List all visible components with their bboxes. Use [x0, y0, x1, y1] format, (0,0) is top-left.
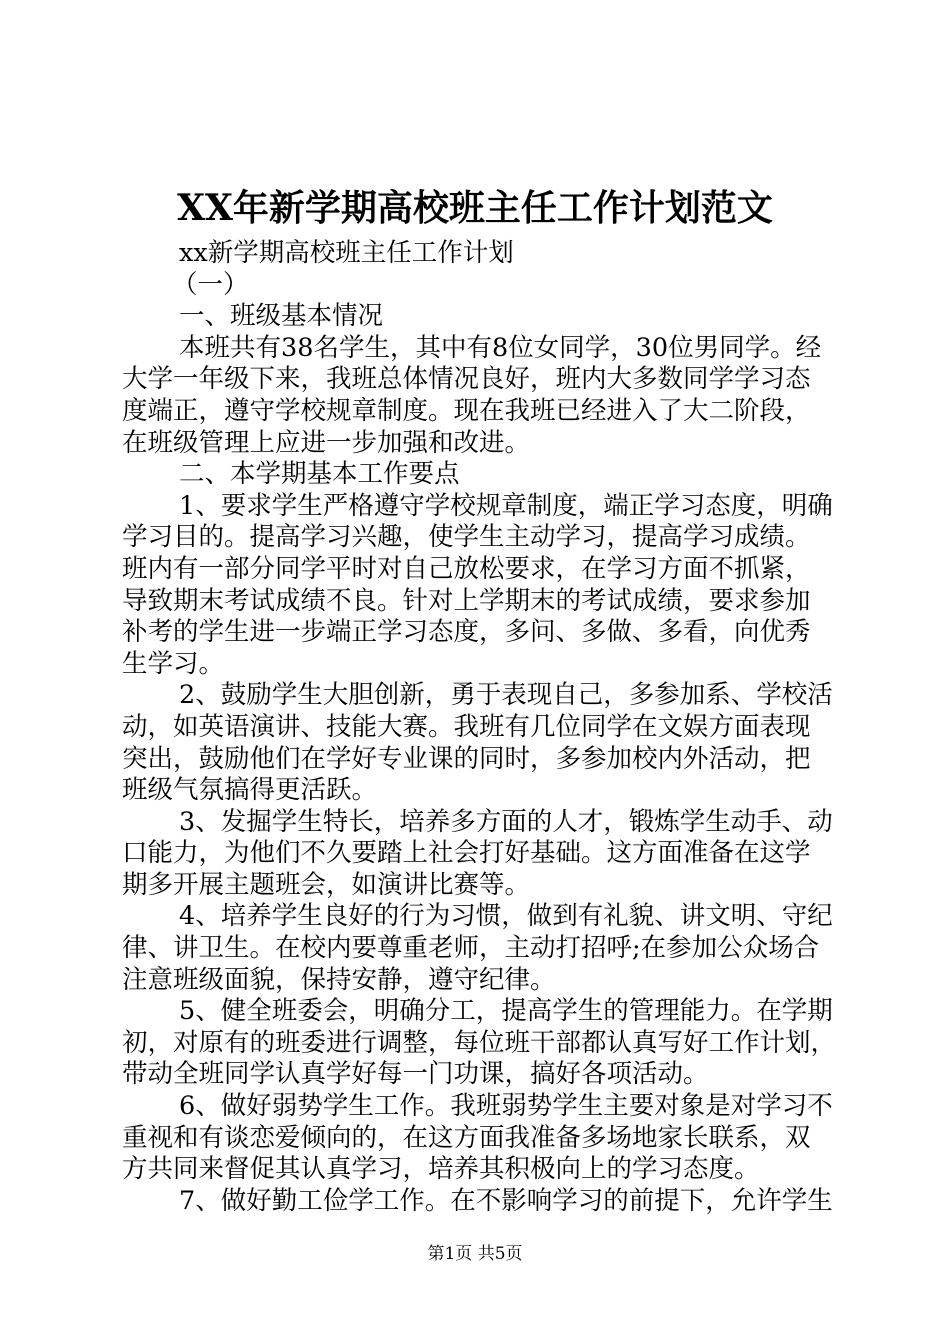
text-line: （一）: [172, 269, 249, 300]
text-line: 方共同来督促其认真学习，培养其积极向上的学习态度。: [122, 1154, 760, 1185]
text-line: 3、发掘学生特长，培养多方面的人才，锻炼学生动手、动: [179, 806, 833, 837]
text-line: 7、做好勤工俭学工作。在不影响学习的前提下，允许学生: [179, 1185, 833, 1216]
text-line: 导致期末考试成绩不良。针对上学期末的考试成绩，要求参加: [122, 585, 811, 616]
text-line: 律、讲卫生。在校内要尊重老师，主动打招呼;在参加公众场合: [122, 933, 820, 964]
text-line: 注意班级面貌，保持安静，遵守纪律。: [122, 964, 556, 995]
text-line: 二、本学期基本工作要点: [179, 459, 460, 490]
document-body: [122, 238, 837, 1217]
text-line: 突出，鼓励他们在学好专业课的同时，多参加校内外活动，把: [122, 743, 811, 774]
text-line: 4、培养学生良好的行为习惯，做到有礼貌、讲文明、守纪: [179, 901, 833, 932]
document-title: XX年新学期高校班主任工作计划范文: [177, 187, 773, 229]
text-line: 重视和有谈恋爱倾向的，在这方面我准备多场地家长联系，双: [122, 1122, 811, 1153]
text-line: 初，对原有的班委进行调整，每位班干部都认真写好工作计划，: [122, 1027, 837, 1058]
page-footer: 第1页 共5页: [427, 1244, 523, 1264]
text-line: 班内有一部分同学平时对自己放松要求，在学习方面不抓紧，: [122, 553, 811, 584]
text-line: 6、做好弱势学生工作。我班弱势学生主要对象是对学习不: [179, 1091, 833, 1122]
text-line: 在班级管理上应进一步加强和改进。: [122, 427, 531, 458]
text-line: 度端正，遵守学校规章制度。现在我班已经进入了大二阶段，: [122, 395, 811, 426]
text-line: 补考的学生进一步端正学习态度，多问、多做、多看，向优秀: [122, 617, 811, 648]
text-line: 口能力，为他们不久要踏上社会打好基础。这方面准备在这学: [122, 838, 811, 869]
text-line: xx新学期高校班主任工作计划: [179, 238, 514, 268]
text-line: 带动全班同学认真学好每一门功课，搞好各项活动。: [122, 1059, 709, 1090]
text-line: 期多开展主题班会，如演讲比赛等。: [122, 869, 531, 900]
text-line: 大学一年级下来，我班总体情况良好，班内大多数同学学习态: [122, 364, 811, 395]
text-line: 1、要求学生严格遵守学校规章制度，端正学习态度，明确: [179, 490, 833, 521]
text-line: 生学习。: [122, 648, 225, 679]
text-line: 动，如英语演讲、技能大赛。我班有几位同学在文娱方面表现: [122, 711, 811, 742]
text-line: 2、鼓励学生大胆创新，勇于表现自己，多参加系、学校活: [179, 680, 833, 711]
text-line: 一、班级基本情况: [179, 301, 384, 332]
text-line: 5、健全班委会，明确分工，提高学生的管理能力。在学期: [179, 996, 833, 1027]
text-line: 学习目的。提高学习兴趣，使学生主动学习，提高学习成绩。: [122, 522, 811, 553]
text-line: 本班共有38名学生，其中有8位女同学，30位男同学。经: [179, 332, 822, 363]
text-line: 班级气氛搞得更活跃。: [122, 775, 378, 806]
